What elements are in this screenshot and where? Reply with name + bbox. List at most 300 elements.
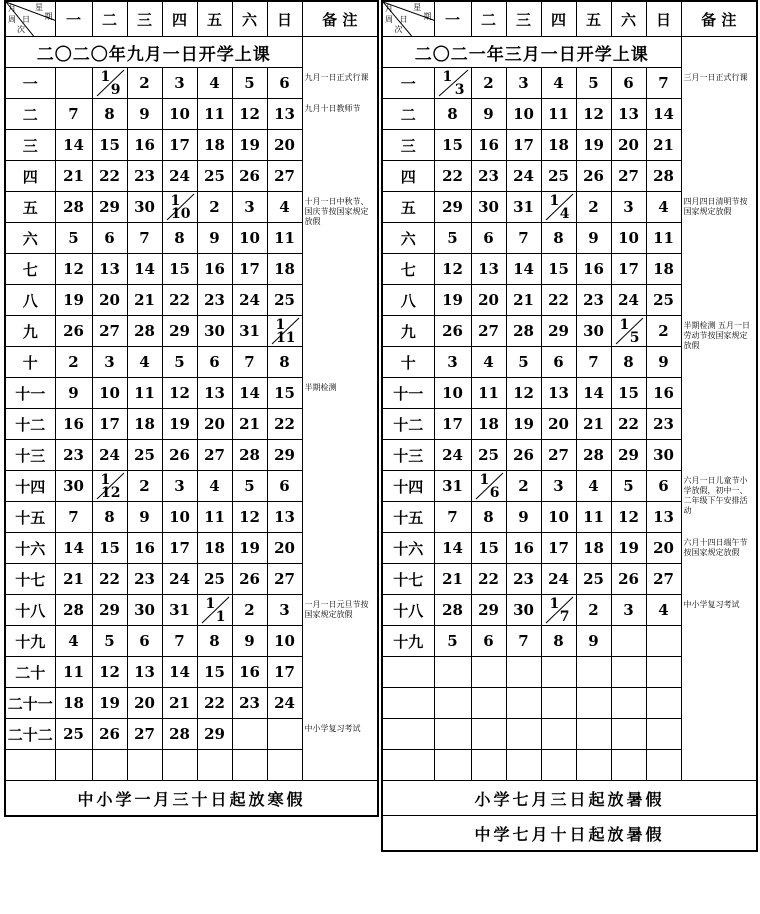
week-number: 二 [382, 99, 434, 130]
day-cell [434, 657, 471, 688]
day-cell: 23 [55, 440, 92, 471]
day-cell: 10 [434, 378, 471, 409]
corner-label-xing: 星 [413, 3, 422, 12]
day-cell [646, 626, 681, 657]
day-cell: 17 [434, 409, 471, 440]
day-cell: 24 [541, 564, 576, 595]
week-number [382, 750, 434, 781]
day-cell: 28 [646, 161, 681, 192]
day-number: 1 [100, 472, 111, 488]
footer-row [382, 781, 757, 816]
corner-label-ci: 次 [17, 25, 25, 34]
day-cell: 29 [541, 316, 576, 347]
day-cell: 4 [471, 347, 506, 378]
note-text: 中小学复习考试 [304, 724, 361, 733]
week-number [382, 719, 434, 750]
day-cell: 18 [576, 533, 611, 564]
note-text: 半期检测 五月一日劳动节按国家规定放假 [683, 321, 751, 350]
day-cell: 30 [471, 192, 506, 223]
day-cell: 29 [92, 595, 127, 626]
corner-label-qi: 期 [423, 11, 432, 21]
day-cell: 2 [127, 471, 162, 502]
day-cell: 23 [576, 285, 611, 316]
note-text: 九月十日教师节 [304, 104, 361, 113]
day-cell: 14 [506, 254, 541, 285]
day-cell: 23 [232, 688, 267, 719]
day-cell: 4 [55, 626, 92, 657]
day-cell: 23 [127, 564, 162, 595]
day-cell: 3 [162, 68, 197, 99]
day-cell [506, 719, 541, 750]
weekday-header: 五 [197, 1, 232, 37]
day-cell: 16 [471, 130, 506, 161]
day-cell [646, 688, 681, 719]
day-cell: 22 [92, 161, 127, 192]
day-cell: 19 [162, 409, 197, 440]
day-cell: 22 [92, 564, 127, 595]
calendar-table [381, 0, 758, 852]
day-cell [611, 657, 646, 688]
day-cell: 6 [611, 68, 646, 99]
day-cell: 27 [646, 564, 681, 595]
day-cell: 24 [92, 440, 127, 471]
day-cell: 19 [576, 130, 611, 161]
day-cell: 24 [162, 564, 197, 595]
week-number: 二十二 [5, 719, 55, 750]
week-number: 十五 [382, 502, 434, 533]
day-cell: 21 [162, 688, 197, 719]
note-text: 六月一日儿童节小学放假，初中一、二年级下午安排活动 [683, 476, 748, 515]
day-cell [434, 750, 471, 781]
week-number: 十一 [382, 378, 434, 409]
day-cell: 14 [55, 130, 92, 161]
week-number: 一 [382, 68, 434, 99]
day-cell: 6 [92, 223, 127, 254]
day-cell: 22 [611, 409, 646, 440]
day-cell: 4 [541, 68, 576, 99]
vacation-note: 中小学一月三十日起放寒假 [5, 781, 378, 817]
week-number: 九 [5, 316, 55, 347]
day-cell [541, 657, 576, 688]
day-cell: 7 [162, 626, 197, 657]
weekday-header: 四 [541, 1, 576, 37]
day-cell: 28 [232, 440, 267, 471]
day-number: 1 [619, 317, 630, 333]
day-cell [576, 688, 611, 719]
day-cell: 15 [541, 254, 576, 285]
week-number: 四 [5, 161, 55, 192]
notes-column [302, 37, 378, 781]
day-cell: 12 [55, 254, 92, 285]
day-cell: 9 [576, 626, 611, 657]
note-text: 六月十四日端午节按国家规定放假 [683, 538, 748, 557]
day-cell: 22 [267, 409, 302, 440]
day-cell: 5 [92, 626, 127, 657]
day-cell: 24 [162, 161, 197, 192]
week-number: 三 [382, 130, 434, 161]
day-cell: 3 [611, 595, 646, 626]
day-cell: 18 [55, 688, 92, 719]
week-number: 十七 [382, 564, 434, 595]
day-cell: 30 [506, 595, 541, 626]
day-cell [197, 750, 232, 781]
weekday-header: 一 [434, 1, 471, 37]
day-cell: 17 [162, 130, 197, 161]
day-cell: 27 [92, 316, 127, 347]
day-cell: 8 [434, 99, 471, 130]
day-cell: 6 [646, 471, 681, 502]
day-cell: 19 [232, 533, 267, 564]
day-cell: 25 [471, 440, 506, 471]
vacation-note: 小学七月三日起放暑假 [382, 781, 757, 816]
note-text: 四月四日清明节按国家规定放假 [683, 197, 748, 216]
day-cell: 22 [434, 161, 471, 192]
day-cell: 17 [541, 533, 576, 564]
day-cell: 2 [197, 192, 232, 223]
month-number: 12 [101, 485, 121, 501]
day-cell: 21 [55, 564, 92, 595]
week-number [382, 657, 434, 688]
day-cell: 7 [434, 502, 471, 533]
day-cell: 2 [55, 347, 92, 378]
day-cell: 25 [267, 285, 302, 316]
day-cell: 9 [576, 223, 611, 254]
day-number: 1 [549, 193, 560, 209]
day-cell: 21 [232, 409, 267, 440]
day-cell: 21 [127, 285, 162, 316]
day-cell: 29 [197, 719, 232, 750]
day-cell: 20 [127, 688, 162, 719]
day-cell [646, 750, 681, 781]
day-cell: 19 [92, 688, 127, 719]
day-cell: 15 [471, 533, 506, 564]
month-number: 10 [171, 206, 191, 222]
day-cell [267, 750, 302, 781]
weekday-header: 六 [611, 1, 646, 37]
day-cell: 27 [541, 440, 576, 471]
day-cell: 15 [162, 254, 197, 285]
day-cell [471, 750, 506, 781]
day-cell [127, 750, 162, 781]
day-cell: 18 [267, 254, 302, 285]
day-cell: 8 [92, 502, 127, 533]
day-cell: 12 [611, 502, 646, 533]
day-cell: 21 [646, 130, 681, 161]
day-cell: 7 [127, 223, 162, 254]
day-cell [471, 657, 506, 688]
month-start-cell [197, 595, 232, 626]
day-cell: 20 [611, 130, 646, 161]
day-cell: 12 [434, 254, 471, 285]
day-cell: 6 [471, 626, 506, 657]
day-cell: 29 [434, 192, 471, 223]
day-cell: 9 [127, 502, 162, 533]
day-cell: 8 [541, 626, 576, 657]
day-cell: 16 [127, 533, 162, 564]
day-cell: 20 [541, 409, 576, 440]
day-cell [646, 719, 681, 750]
day-cell: 30 [197, 316, 232, 347]
header-corner [5, 1, 55, 37]
day-cell: 28 [506, 316, 541, 347]
day-cell: 30 [55, 471, 92, 502]
day-cell: 2 [646, 316, 681, 347]
day-cell: 13 [127, 657, 162, 688]
day-cell: 9 [646, 347, 681, 378]
day-cell: 18 [471, 409, 506, 440]
day-cell: 28 [55, 192, 92, 223]
day-cell [541, 719, 576, 750]
day-cell: 25 [127, 440, 162, 471]
day-cell: 7 [506, 626, 541, 657]
day-cell [232, 750, 267, 781]
day-cell: 12 [92, 657, 127, 688]
day-cell: 11 [197, 502, 232, 533]
note-text: 九月一日正式行课 [304, 73, 369, 82]
week-number: 十四 [382, 471, 434, 502]
day-cell [55, 750, 92, 781]
month-number: 5 [629, 330, 640, 346]
day-cell: 13 [646, 502, 681, 533]
day-cell: 13 [541, 378, 576, 409]
day-cell: 11 [197, 99, 232, 130]
day-cell: 5 [576, 68, 611, 99]
day-cell: 16 [127, 130, 162, 161]
day-cell: 24 [611, 285, 646, 316]
day-cell: 10 [162, 99, 197, 130]
day-cell: 12 [576, 99, 611, 130]
calendar-panel-left [4, 0, 377, 817]
week-number: 七 [382, 254, 434, 285]
day-cell: 7 [646, 68, 681, 99]
week-number: 六 [382, 223, 434, 254]
day-cell: 8 [267, 347, 302, 378]
day-cell: 13 [92, 254, 127, 285]
day-cell: 17 [267, 657, 302, 688]
day-cell: 21 [506, 285, 541, 316]
corner-label-day: 日 [22, 15, 30, 25]
day-cell: 20 [646, 533, 681, 564]
day-cell: 10 [267, 626, 302, 657]
month-number: 7 [559, 609, 570, 625]
week-number: 五 [382, 192, 434, 223]
day-cell [471, 688, 506, 719]
day-cell: 26 [576, 161, 611, 192]
day-cell: 11 [127, 378, 162, 409]
week-number: 二十一 [5, 688, 55, 719]
day-cell: 17 [611, 254, 646, 285]
weekday-header: 四 [162, 1, 197, 37]
day-cell: 3 [92, 347, 127, 378]
month-start-cell [267, 316, 302, 347]
day-cell: 9 [127, 99, 162, 130]
day-cell: 19 [434, 285, 471, 316]
day-cell: 15 [267, 378, 302, 409]
day-cell: 4 [197, 68, 232, 99]
month-start-cell [471, 471, 506, 502]
day-number: 1 [479, 472, 490, 488]
day-cell: 15 [434, 130, 471, 161]
day-cell: 27 [127, 719, 162, 750]
day-cell [611, 750, 646, 781]
day-cell: 28 [127, 316, 162, 347]
day-cell: 9 [55, 378, 92, 409]
corner-label-qi: 期 [44, 11, 53, 21]
day-cell: 15 [92, 533, 127, 564]
day-cell: 22 [471, 564, 506, 595]
day-cell: 14 [127, 254, 162, 285]
month-start-cell [541, 595, 576, 626]
day-cell [541, 750, 576, 781]
week-number: 八 [5, 285, 55, 316]
day-cell: 7 [55, 99, 92, 130]
day-cell [506, 688, 541, 719]
day-cell: 11 [576, 502, 611, 533]
header-corner [382, 1, 434, 37]
day-cell [541, 688, 576, 719]
corner-label-ci: 次 [394, 25, 403, 34]
day-cell: 6 [267, 68, 302, 99]
week-number: 七 [5, 254, 55, 285]
day-cell: 28 [55, 595, 92, 626]
day-cell: 9 [506, 502, 541, 533]
day-cell: 3 [434, 347, 471, 378]
day-cell: 26 [162, 440, 197, 471]
week-number: 十二 [382, 409, 434, 440]
day-cell: 16 [197, 254, 232, 285]
day-cell: 3 [162, 471, 197, 502]
day-cell: 4 [576, 471, 611, 502]
day-cell: 26 [232, 161, 267, 192]
week-number: 十 [5, 347, 55, 378]
day-cell: 13 [611, 99, 646, 130]
day-number: 1 [275, 317, 286, 333]
day-cell: 5 [506, 347, 541, 378]
weekday-header: 日 [646, 1, 681, 37]
day-cell: 29 [267, 440, 302, 471]
day-cell: 2 [232, 595, 267, 626]
day-cell: 17 [92, 409, 127, 440]
note-text: 三月一日正式行课 [683, 73, 748, 82]
day-cell: 13 [471, 254, 506, 285]
week-number: 一 [5, 68, 55, 99]
corner-label-month: 月 [8, 4, 16, 13]
day-number: 1 [549, 596, 560, 612]
weekday-header: 三 [127, 1, 162, 37]
day-cell: 30 [127, 192, 162, 223]
week-number: 十九 [382, 626, 434, 657]
day-cell: 27 [267, 161, 302, 192]
day-cell: 19 [611, 533, 646, 564]
month-number: 6 [489, 485, 500, 501]
day-cell: 14 [646, 99, 681, 130]
week-number: 六 [5, 223, 55, 254]
day-cell: 11 [55, 657, 92, 688]
day-cell: 17 [506, 130, 541, 161]
day-cell: 23 [471, 161, 506, 192]
day-cell: 29 [92, 192, 127, 223]
day-cell: 27 [197, 440, 232, 471]
corner-label-month: 月 [385, 4, 393, 13]
day-cell: 18 [197, 533, 232, 564]
day-cell: 14 [576, 378, 611, 409]
day-cell: 16 [506, 533, 541, 564]
header-row [382, 1, 757, 37]
day-cell: 28 [434, 595, 471, 626]
calendar-table [4, 0, 379, 817]
day-cell [232, 719, 267, 750]
day-cell: 27 [267, 564, 302, 595]
day-cell: 19 [506, 409, 541, 440]
week-number: 四 [382, 161, 434, 192]
day-cell: 3 [267, 595, 302, 626]
day-cell: 2 [471, 68, 506, 99]
day-cell: 5 [434, 223, 471, 254]
day-cell: 24 [267, 688, 302, 719]
week-number: 五 [5, 192, 55, 223]
day-cell: 27 [611, 161, 646, 192]
month-number: 9 [110, 82, 121, 98]
day-cell: 13 [267, 502, 302, 533]
week-number: 十八 [382, 595, 434, 626]
day-cell: 12 [506, 378, 541, 409]
week-number: 八 [382, 285, 434, 316]
day-cell: 5 [232, 68, 267, 99]
week-number [382, 688, 434, 719]
day-cell [576, 750, 611, 781]
day-cell: 4 [646, 192, 681, 223]
day-cell [506, 750, 541, 781]
week-number: 十二 [5, 409, 55, 440]
week-number: 二 [5, 99, 55, 130]
month-start-cell [541, 192, 576, 223]
day-cell: 10 [541, 502, 576, 533]
week-number: 十一 [5, 378, 55, 409]
day-cell: 23 [646, 409, 681, 440]
day-cell: 10 [92, 378, 127, 409]
day-number: 1 [205, 596, 216, 612]
diagonal-slash [435, 68, 472, 98]
day-cell: 29 [471, 595, 506, 626]
week-number: 十七 [5, 564, 55, 595]
day-number: 1 [100, 69, 111, 85]
day-cell: 11 [646, 223, 681, 254]
corner-label-day: 日 [399, 15, 408, 25]
day-cell: 5 [55, 223, 92, 254]
day-cell: 20 [471, 285, 506, 316]
notes-column [681, 37, 757, 781]
day-cell [92, 750, 127, 781]
day-cell: 24 [232, 285, 267, 316]
day-cell: 30 [127, 595, 162, 626]
day-cell [611, 626, 646, 657]
week-number: 二十 [5, 657, 55, 688]
day-cell: 14 [232, 378, 267, 409]
day-cell: 22 [197, 688, 232, 719]
day-cell: 10 [611, 223, 646, 254]
day-cell: 5 [232, 471, 267, 502]
day-cell: 12 [232, 99, 267, 130]
day-cell [55, 68, 92, 99]
day-cell: 17 [232, 254, 267, 285]
day-cell: 31 [232, 316, 267, 347]
week-number: 十九 [5, 626, 55, 657]
day-cell: 8 [611, 347, 646, 378]
day-cell [576, 657, 611, 688]
day-cell: 15 [611, 378, 646, 409]
day-cell: 10 [162, 502, 197, 533]
day-cell: 19 [232, 130, 267, 161]
